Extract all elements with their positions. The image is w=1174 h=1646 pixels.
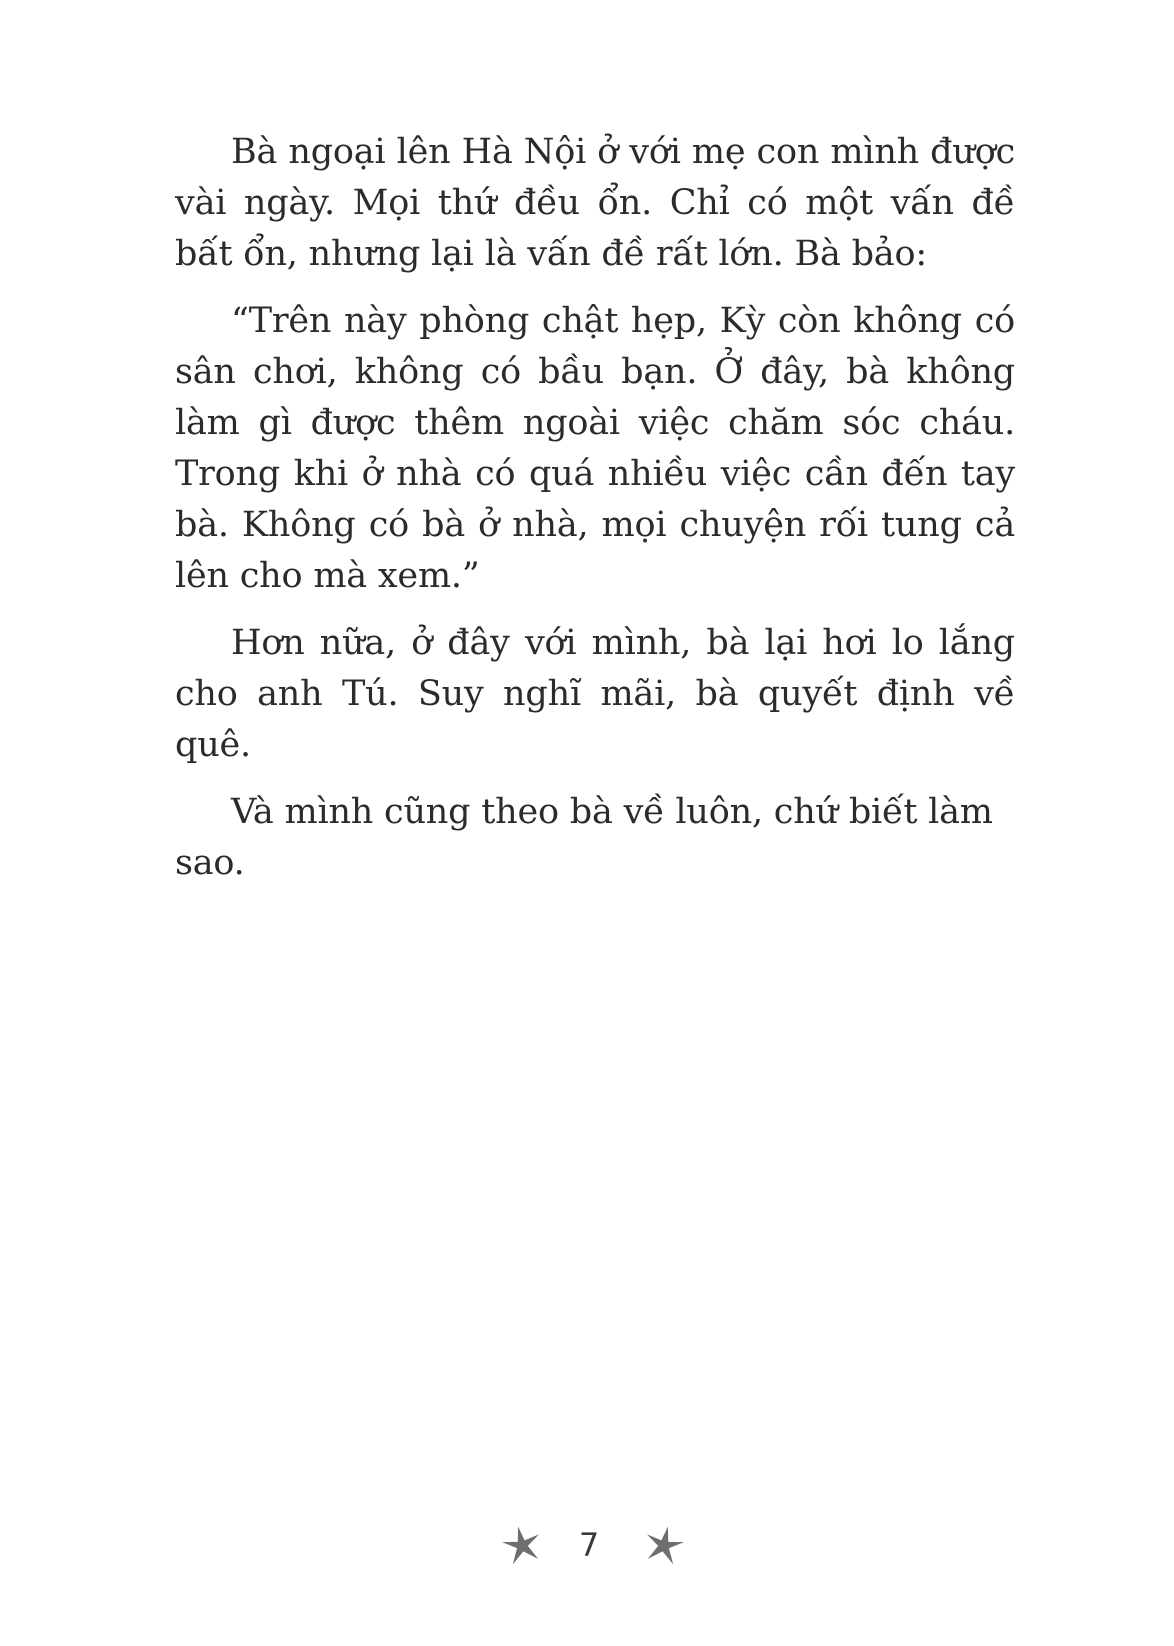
paragraph-1: Bà ngoại lên Hà Nội ở với mẹ con mình được vài ngày. Mọi thứ đều ổn. Chỉ có một vấn đề bất ổn, nhưng lại là vấn đề rất lớn. Bà bảo: [175, 132, 1015, 274]
body-text [175, 127, 1015, 905]
paragraph-2: “Trên này phòng chật hẹp, Kỳ còn không có sân chơi, không có bầu bạn. Ở đây, bà không làm gì được thêm ngoài việc chăm sóc cháu. Trong khi ở nhà có quá nhiều việc cần đến tay bà. Không có bà ở nhà, mọi chuyện rối tung cả lên cho mà xem.” [175, 301, 1015, 596]
page-number: 7 [578, 1526, 600, 1564]
page-footer [0, 1522, 1174, 1582]
star-icon [641, 1522, 687, 1568]
star-icon [499, 1522, 545, 1568]
paragraph-4: Và mình cũng theo bà về luôn, chứ biết làm sao. [175, 792, 993, 883]
paragraph-3: Hơn nữa, ở đây với mình, bà lại hơi lo lắng cho anh Tú. Suy nghĩ mãi, bà quyết định về quê. [175, 623, 1015, 765]
